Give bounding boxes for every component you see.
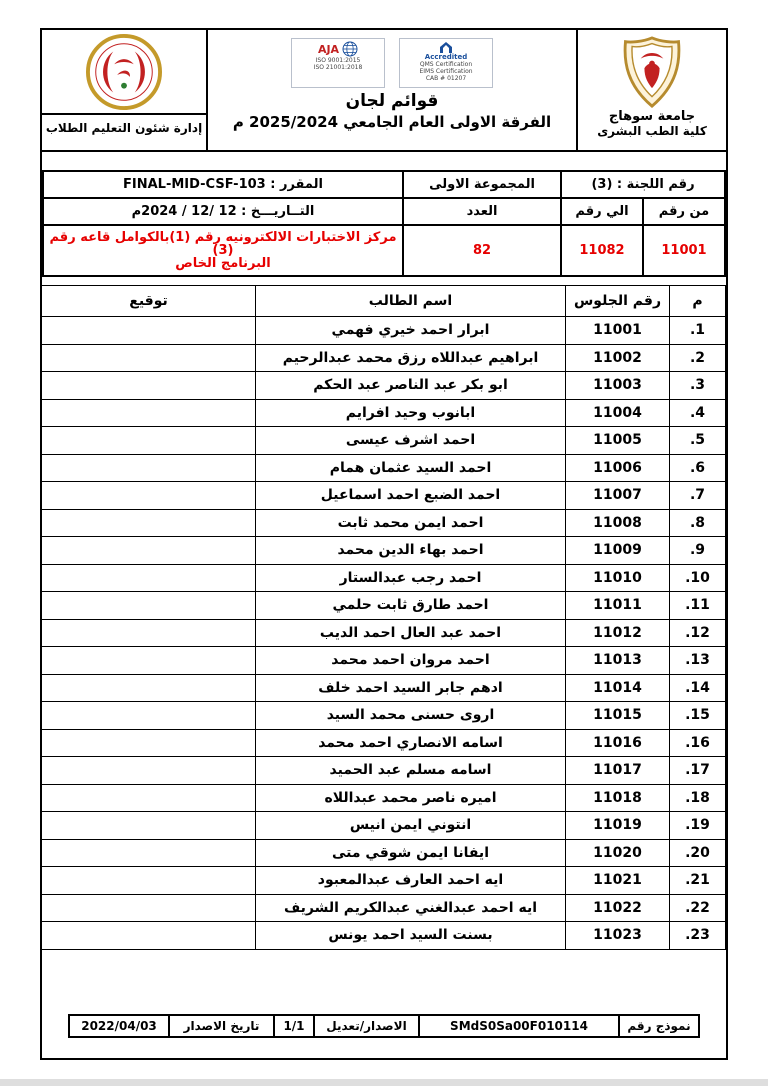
table-row — [42, 564, 726, 592]
student-name: احمد السيد عثمان همام — [256, 454, 566, 482]
scan-edge-shadow — [0, 1079, 768, 1086]
issue-date-label: تاريخ الاصدار — [169, 1015, 274, 1037]
seat-number: 11017 — [566, 757, 670, 785]
row-number: 9. — [670, 537, 726, 565]
seat-number: 11003 — [566, 372, 670, 400]
signature-cell — [42, 564, 256, 592]
signature-cell — [42, 482, 256, 510]
student-name: ادهم جابر السيد احمد خلف — [256, 674, 566, 702]
row-number: 6. — [670, 454, 726, 482]
signature-cell — [42, 372, 256, 400]
seat-number: 11020 — [566, 839, 670, 867]
table-row — [42, 537, 726, 565]
signature-cell — [42, 647, 256, 675]
document-header — [42, 30, 726, 152]
seat-number: 11015 — [566, 702, 670, 730]
faculty-name: كلية الطب البشرى — [597, 124, 707, 138]
student-name: احمد مروان احمد محمد — [256, 647, 566, 675]
column-header-name: اسم الطالب — [256, 286, 566, 317]
exam-venue-line2: البرنامج الخاص — [175, 256, 271, 271]
student-name: احمد بهاء الدين محمد — [256, 537, 566, 565]
signature-cell — [42, 344, 256, 372]
row-number: 3. — [670, 372, 726, 400]
form-footer-table — [68, 1014, 700, 1038]
form-number-label: نموذج رقم — [619, 1015, 699, 1037]
row-number: 19. — [670, 812, 726, 840]
student-name: ايه احمد العارف عبدالمعبود — [256, 867, 566, 895]
student-name: اسامه الانصاري احمد محمد — [256, 729, 566, 757]
student-name: بسنت السيد احمد يونس — [256, 922, 566, 950]
table-row — [42, 867, 726, 895]
exam-venue — [43, 225, 403, 276]
table-row — [42, 922, 726, 950]
row-number: 17. — [670, 757, 726, 785]
university-name: جامعة سوهاج — [608, 109, 696, 124]
sohag-university-round-logo-icon — [86, 34, 162, 110]
department-name: إدارة شئون التعليم الطلاب — [45, 121, 203, 135]
row-number: 7. — [670, 482, 726, 510]
signature-cell — [42, 784, 256, 812]
signature-cell — [42, 729, 256, 757]
seat-number: 11009 — [566, 537, 670, 565]
signature-cell — [42, 619, 256, 647]
seat-number: 11016 — [566, 729, 670, 757]
header-university-block — [576, 30, 726, 150]
student-name: احمد الضبع احمد اسماعيل — [256, 482, 566, 510]
student-name: ابراهيم عبداللاه رزق محمد عبدالرحيم — [256, 344, 566, 372]
row-number: 20. — [670, 839, 726, 867]
seat-number: 11004 — [566, 399, 670, 427]
count-label: العدد — [403, 198, 561, 225]
signature-cell — [42, 674, 256, 702]
row-number: 11. — [670, 592, 726, 620]
row-number: 2. — [670, 344, 726, 372]
seat-number: 11011 — [566, 592, 670, 620]
table-row — [42, 729, 726, 757]
aja-logo-row — [318, 41, 358, 57]
seat-number: 11012 — [566, 619, 670, 647]
signature-cell — [42, 839, 256, 867]
from-number-label: من رقم — [643, 198, 725, 225]
row-number: 22. — [670, 894, 726, 922]
signature-cell — [42, 317, 256, 345]
seat-number: 11018 — [566, 784, 670, 812]
seat-number: 11010 — [566, 564, 670, 592]
seat-number: 11008 — [566, 509, 670, 537]
table-row — [42, 344, 726, 372]
seat-number: 11002 — [566, 344, 670, 372]
seat-number: 11021 — [566, 867, 670, 895]
signature-cell — [42, 757, 256, 785]
student-name: انتوني ايمن انيس — [256, 812, 566, 840]
student-name: ايه احمد عبدالغني عبدالكريم الشريف — [256, 894, 566, 922]
accreditation-badges — [291, 38, 493, 88]
signature-cell — [42, 427, 256, 455]
row-number: 23. — [670, 922, 726, 950]
student-rows — [42, 317, 726, 950]
document-frame — [40, 28, 728, 1060]
row-number: 16. — [670, 729, 726, 757]
column-header-signature: توقيع — [42, 286, 256, 317]
signature-cell — [42, 399, 256, 427]
badge-cab-line: CAB # 01207 — [425, 75, 467, 82]
row-number: 13. — [670, 647, 726, 675]
table-row — [42, 757, 726, 785]
student-name: احمد عبد العال احمد الديب — [256, 619, 566, 647]
signature-cell — [42, 812, 256, 840]
document-subtitle: الفرقة الاولى العام الجامعي 2025/2024 م — [232, 113, 552, 131]
row-number: 14. — [670, 674, 726, 702]
row-number: 21. — [670, 867, 726, 895]
row-number: 8. — [670, 509, 726, 537]
signature-cell — [42, 454, 256, 482]
table-row — [42, 317, 726, 345]
seat-number: 11023 — [566, 922, 670, 950]
seat-number: 11022 — [566, 894, 670, 922]
row-number: 12. — [670, 619, 726, 647]
seat-number: 11007 — [566, 482, 670, 510]
row-number: 5. — [670, 427, 726, 455]
signature-cell — [42, 509, 256, 537]
table-row — [42, 894, 726, 922]
committee-number: رقم اللجنة : (3) — [561, 171, 725, 198]
column-header-number: م — [670, 286, 726, 317]
table-row — [42, 399, 726, 427]
row-number: 4. — [670, 399, 726, 427]
qms-accreditation-badge — [399, 38, 493, 88]
course-cell — [43, 171, 403, 198]
table-row — [42, 427, 726, 455]
course-code: FINAL-MID-CSF-103 — [123, 177, 266, 192]
signature-cell — [42, 894, 256, 922]
badge-iso21001-line: ISO 21001:2018 — [313, 64, 363, 71]
from-number-value: 11001 — [643, 225, 725, 276]
revision-value: 1/1 — [274, 1015, 314, 1037]
table-row — [42, 454, 726, 482]
badge-iso9001-line: ISO 9001:2015 — [315, 57, 361, 64]
student-name: احمد طارق ثابت حلمي — [256, 592, 566, 620]
seat-number: 11019 — [566, 812, 670, 840]
student-name: ابرار احمد خيري فهمي — [256, 317, 566, 345]
row-number: 1. — [670, 317, 726, 345]
signature-cell — [42, 922, 256, 950]
students-table — [41, 285, 726, 950]
aja-label: AJA — [317, 42, 340, 56]
faculty-shield-emblem-icon — [621, 36, 683, 108]
student-name: احمد اشرف عيسى — [256, 427, 566, 455]
table-row — [42, 784, 726, 812]
seat-number: 11006 — [566, 454, 670, 482]
table-row — [42, 509, 726, 537]
student-name: اروى حسنى محمد السيد — [256, 702, 566, 730]
badge-accredited-text: Accredited — [424, 53, 468, 61]
table-row — [42, 592, 726, 620]
to-number-label: الي رقم — [561, 198, 643, 225]
committee-info-table — [42, 170, 726, 277]
header-department-block — [42, 30, 208, 150]
document-title: قوائم لجان — [345, 91, 439, 111]
issue-date-value: 2022/04/03 — [69, 1015, 169, 1037]
row-number: 18. — [670, 784, 726, 812]
student-name: ابانوب وحيد افرايم — [256, 399, 566, 427]
table-row — [42, 482, 726, 510]
seat-number: 11005 — [566, 427, 670, 455]
table-row — [42, 702, 726, 730]
seat-number: 11014 — [566, 674, 670, 702]
group-name: المجموعة الاولى — [403, 171, 561, 198]
seat-number: 11001 — [566, 317, 670, 345]
badge-qms-line: QMS Certification — [419, 61, 473, 68]
table-row — [42, 839, 726, 867]
form-number-value: SMdS0Sa00F010114 — [419, 1015, 619, 1037]
header-title-block — [208, 30, 576, 150]
table-row — [42, 372, 726, 400]
signature-cell — [42, 592, 256, 620]
student-name: اميره ناصر محمد عبداللاه — [256, 784, 566, 812]
students-table-header-row — [42, 286, 726, 317]
student-name: احمد رجب عبدالستار — [256, 564, 566, 592]
seat-number: 11013 — [566, 647, 670, 675]
signature-cell — [42, 702, 256, 730]
row-number: 10. — [670, 564, 726, 592]
table-row — [42, 674, 726, 702]
exam-date: التــاريـــخ : 12 /12 / 2024م — [43, 198, 403, 225]
student-name: اسامه مسلم عبد الحميد — [256, 757, 566, 785]
student-name: احمد ايمن محمد ثابت — [256, 509, 566, 537]
column-header-seat: رقم الجلوس — [566, 286, 670, 317]
badge-eims-line: EIMS Certification — [419, 68, 473, 75]
student-name: ابو بكر عبد الناصر عبد الحكم — [256, 372, 566, 400]
course-label: المقرر : — [270, 177, 323, 192]
to-number-value: 11082 — [561, 225, 643, 276]
exam-venue-line1: مركز الاختبارات الالكترونيه رقم (1)بالكوامل قاعه رقم (3) — [49, 230, 397, 258]
signature-cell — [42, 867, 256, 895]
student-name: ايفانا ايمن شوقي متى — [256, 839, 566, 867]
aja-iso-badge — [291, 38, 385, 88]
row-number: 15. — [670, 702, 726, 730]
count-value: 82 — [403, 225, 561, 276]
globe-icon — [342, 41, 358, 57]
table-row — [42, 812, 726, 840]
signature-cell — [42, 537, 256, 565]
revision-label: الاصدار/تعديل — [314, 1015, 419, 1037]
table-row — [42, 619, 726, 647]
table-row — [42, 647, 726, 675]
